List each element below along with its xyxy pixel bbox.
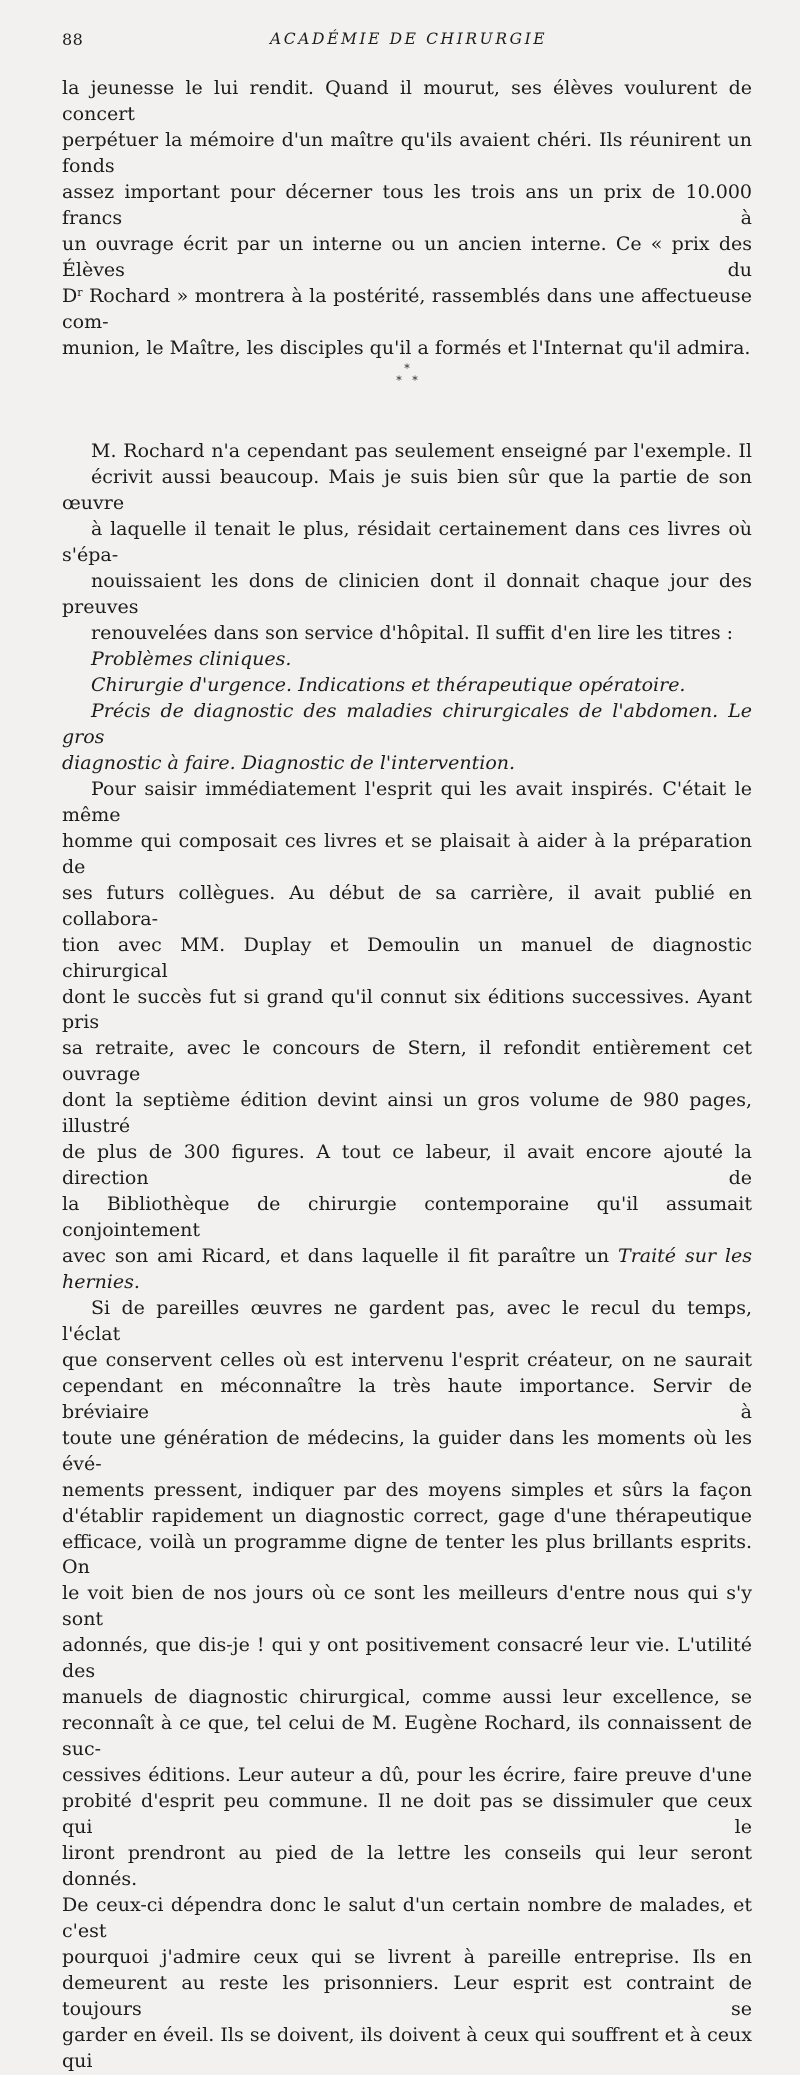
text-line: dont le succès fut si grand qu'il connut six éditions successives. Ayant pris: [62, 985, 752, 1034]
paragraph-3: [62, 777, 752, 1296]
text-line: liront prendront au pied de la lettre les conseils qui leur seront donnés.: [62, 1841, 752, 1890]
text-line: un ouvrage écrit par un interne ou un ancien interne. Ce « prix des Élèves du: [62, 232, 752, 281]
book-title: Problèmes cliniques.: [91, 648, 292, 671]
text-line: assez important pour décerner tous les trois ans un prix de 10.000 francs à: [62, 180, 752, 229]
doctor-abbrev: D: [62, 284, 78, 307]
running-title: ACADÉMIE DE CHIRURGIE: [270, 30, 548, 48]
text-line: le voit bien de nos jours où ce sont les meilleurs d'entre nous qui s'y sont: [62, 1582, 752, 1631]
book-title: Chirurgie d'urgence. Indications et thérapeutique opératoire.: [91, 674, 686, 697]
text-line: homme qui composait ces livres et se plaisait à aider à la préparation de: [62, 829, 752, 878]
book-title: diagnostic à faire. Diagnostic de l'intervention.: [62, 751, 516, 774]
section-break-asterism: [62, 361, 752, 439]
text-line: sa retraite, avec le concours de Stern, il refondit entièrement cet ouvrage: [62, 1037, 752, 1086]
page-number: 88: [62, 30, 84, 49]
text-line: pourquoi j'admire ceux qui se livrent à pareille entreprise. Ils en: [62, 1945, 752, 1968]
text-line: nements pressent, indiquer par des moyens simples et sûrs la façon: [62, 1478, 752, 1501]
book-title-inline: Traité sur les hernies.: [62, 1245, 752, 1293]
text-line: à laquelle il tenait le plus, résidait certainement dans ces livres où s'épa-: [62, 518, 752, 567]
text-line: [62, 284, 752, 336]
text-line: que conservent celles où est intervenu l'esprit créateur, on ne saurait: [62, 1348, 752, 1371]
text-line: nouissaient les dons de clinicien dont il donnait chaque jour des preuves: [62, 570, 752, 619]
text-line: Pour saisir immédiatement l'esprit qui les avait inspirés. C'était le même: [62, 777, 752, 826]
text-line: ses futurs collègues. Au début de sa carrière, il avait publié en collabora-: [62, 881, 752, 930]
text-line: manuels de diagnostic chirurgical, comme aussi leur excellence, se: [62, 1686, 752, 1709]
page-header: [62, 30, 755, 54]
text-line: De ceux-ci dépendra donc le salut d'un certain nombre de malades, et c'est: [62, 1893, 752, 1942]
text-line: tion avec MM. Duplay et Demoulin un manuel de diagnostic chirurgical: [62, 933, 752, 982]
text-fragment: Rochard » montrera à la postérité, rassemblés dans une affectueuse com-: [62, 284, 752, 333]
text-line: cependant en méconnaître la très haute importance. Servir de bréviaire à: [62, 1374, 752, 1423]
book-title-3: [62, 699, 752, 777]
book-title-2: [62, 673, 752, 699]
text-fragment: avec son ami Ricard, et dans laquelle il fit paraître un: [62, 1245, 619, 1268]
text-line: [62, 1244, 752, 1296]
text-line: adonnés, que dis-je ! qui y ont positivement consacré leur vie. L'utilité des: [62, 1634, 752, 1683]
text-line: munion, le Maître, les disciples qu'il a formés et l'Internat qu'il admira.: [62, 336, 751, 359]
paragraph-2: [62, 439, 752, 647]
text-line: écrivit aussi beaucoup. Mais je suis bien sûr que la partie de son œuvre: [62, 466, 752, 515]
text-line: Si de pareilles œuvres ne gardent pas, avec le recul du temps, l'éclat: [62, 1296, 752, 1345]
paragraph-1: [62, 76, 752, 361]
text-line: perpétuer la mémoire d'un maître qu'ils avaient chéri. Ils réunirent un fonds: [62, 128, 752, 177]
text-line: toute une génération de médecins, la guider dans les moments où les évé-: [62, 1426, 752, 1475]
text-line: dont la septième édition devint ainsi un gros volume de 980 pages, illustré: [62, 1089, 752, 1138]
book-title-1: [62, 647, 752, 673]
asterism-top-star: *: [404, 362, 410, 376]
text-line: garder en éveil. Ils se doivent, ils doivent à ceux qui souffrent et à ceux qui: [62, 2023, 752, 2072]
text-line: probité d'esprit peu commune. Il ne doit pas se dissimuler que ceux qui le: [62, 1790, 752, 1838]
text-line: reconnaît à ce que, tel celui de M. Eugène Rochard, ils connaissent de suc-: [62, 1712, 752, 1761]
paragraph-4: [62, 1296, 752, 2075]
text-line: efficace, voilà un programme digne de tenter les plus brillants esprits. On: [62, 1530, 752, 1579]
book-title: Précis de diagnostic des maladies chirurgicales de l'abdomen. Le gros: [62, 700, 752, 748]
text-line: de plus de 300 figures. A tout ce labeur, il avait encore ajouté la direction de: [62, 1141, 752, 1190]
page-body: [62, 76, 752, 2075]
text-line: renouvelées dans son service d'hôpital. Il suffit d'en lire les titres :: [91, 622, 734, 645]
doctor-abbrev-superscript: r: [77, 285, 83, 299]
text-line: la jeunesse le lui rendit. Quand il mourut, ses élèves voulurent de concert: [62, 77, 752, 125]
text-line: cessives éditions. Leur auteur a dû, pour les écrire, faire preuve d'une: [62, 1764, 752, 1787]
text-line: la Bibliothèque de chirurgie contemporaine qu'il assumait conjointement: [62, 1193, 752, 1242]
text-line: M. Rochard n'a cependant pas seulement enseigné par l'exemple. Il: [91, 440, 752, 463]
text-line: d'établir rapidement un diagnostic correct, gage d'une thérapeutique: [62, 1504, 752, 1527]
text-line: demeurent au reste les prisonniers. Leur esprit est contraint de toujours se: [62, 1971, 752, 2020]
asterism-bottom-stars: * *: [396, 374, 418, 388]
